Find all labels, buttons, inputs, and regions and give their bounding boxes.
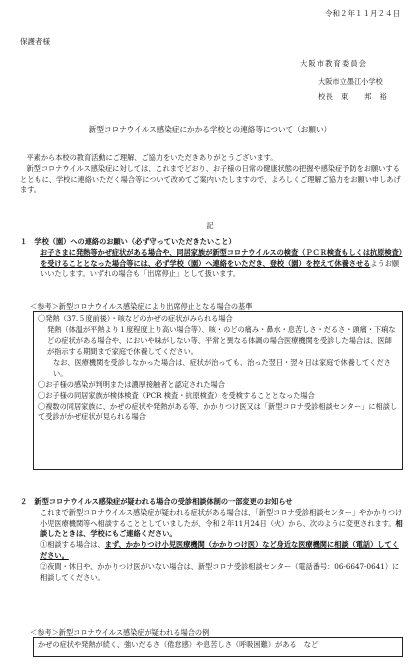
- criteria-item: 〇複数の同居家族に、かぜの症状や発熱がある等、かかりつけ医又は「新型コロナ受診相談センター」に相談して受診がかぜ症状が見られる場合: [38, 401, 398, 422]
- section-2-body-text: これまで新型コロナウイルス感染症が疑われる症状がある場合は、「新型コロナ受診相談センター」やかかりつけ小児医療機関等へ相談することとしていましたが、令和２年11月24日（火）から、次のように変更されます。: [40, 507, 403, 528]
- criteria-item: 〇お子様の同居家族が検体検査（PCR 検査・抗原検査）を受検することとなった場合: [38, 390, 315, 400]
- section-1-body-bold: お子さまに発熱等かぜ症状がある場合や、同居家族が新型コロナウイルスの検査（ＰＣＲ検査もしくは抗原検査）を受けることとなった場合等には、必ず学校（園）へ連絡をいただき、登校（園）を控えて休養させる: [40, 247, 403, 268]
- recipient: 保護者様: [20, 37, 50, 46]
- intro-line-2: 新型コロナウイルス感染症に対しては、これまでどおり、お子様の日常の健康状態の把握や感染症予防をお願いするとともに、学校に連絡いただく場合等について改めてご案内いたしますので、よろしくご理解ご協力をお願い申しあげます。: [20, 163, 401, 195]
- reference-1-box: [33, 311, 403, 470]
- section-1: [20, 237, 405, 280]
- criteria-item: 〇発熱（37.５度前後）・咳などのかぜの症状がみられる場合: [38, 314, 233, 323]
- section-1-heading: １ 学校（園）への連絡のお願い（必ず守っていただきたいこと）: [20, 237, 236, 246]
- section-2-item-1-pre: ①相談する場合は、: [40, 540, 105, 550]
- section-2-body-bold: 相談したときは、学校にもご連絡ください。: [40, 518, 403, 539]
- issue-date: 令和２年１１月２４日: [325, 9, 400, 18]
- section-1-body-rest: ようお願いいたします。いずれの場合も「出席停止」として扱います。: [40, 258, 400, 279]
- issuer-school: 大阪市立墨江小学校: [318, 77, 383, 86]
- reference-2-text: かぜの症状や発熱が続く、強いだるさ（倦怠感）や息苦しさ（呼吸困難）がある など: [38, 640, 319, 649]
- section-2-heading: ２ 新型コロナウイルス感染症が疑われる場合の受診相談体制の一部変更のお知らせ: [20, 497, 293, 506]
- issuer-principal: 校長 東 邦 裕: [318, 92, 388, 101]
- reference-1-caption: ＜参考＞新型コロナウイルス感染症により出席停止となる場合の基準: [30, 302, 253, 311]
- intro-line-1: 平素から本校の教育活動にご理解、ご協力をいただきありがとうございます。: [26, 153, 278, 162]
- document-title: 新型コロナウイルス感染症にかかる学校との連絡等について（お願い）: [88, 125, 332, 134]
- intro-paragraphs: [20, 153, 402, 196]
- section-2-item-2: ②夜間・休日や、かかりつけ医がいない場合は、新型コロナ受診相談センター（電話番号：06-6647-0641）に相談してください。: [40, 561, 400, 582]
- section-2-body: [20, 508, 405, 540]
- section-2-item-1-bold: まず、かかりつけ小児医療機関（かかりつけ医）など身近な医療機関に相談（電話）してください。: [40, 540, 399, 560]
- criteria-detail: 発熱（体温が平熱より１度程度上り高い場合等）、咳・のどの痛み・鼻水・息苦しさ・だるさ・頭痛・下痢などの症状がある場合や、においや味がしない等、平常と異なる体調の場合医療機関を受診した場合は、医師が指示する期間まで家庭で休養してください。: [47, 324, 396, 356]
- section-2: [20, 497, 405, 583]
- reference-2-box: [33, 637, 403, 657]
- issuer-org: 大阪市教育委員会: [300, 59, 368, 68]
- ki-heading: 記: [206, 221, 214, 230]
- section-1-body: [20, 248, 405, 280]
- criteria-item: 〇お子様の感染が判明または濃厚接触者と認定された場合: [38, 379, 225, 389]
- criteria-note: なお、医療機関を受診しなかった場合は、症状が治っても、治った翌日・翌々日は家庭で休養してください。: [53, 357, 391, 378]
- section-2-item-1: [20, 540, 405, 562]
- reference-2-caption: ＜参考＞新型コロナウイルス感染症が疑われる場合の例: [30, 628, 210, 637]
